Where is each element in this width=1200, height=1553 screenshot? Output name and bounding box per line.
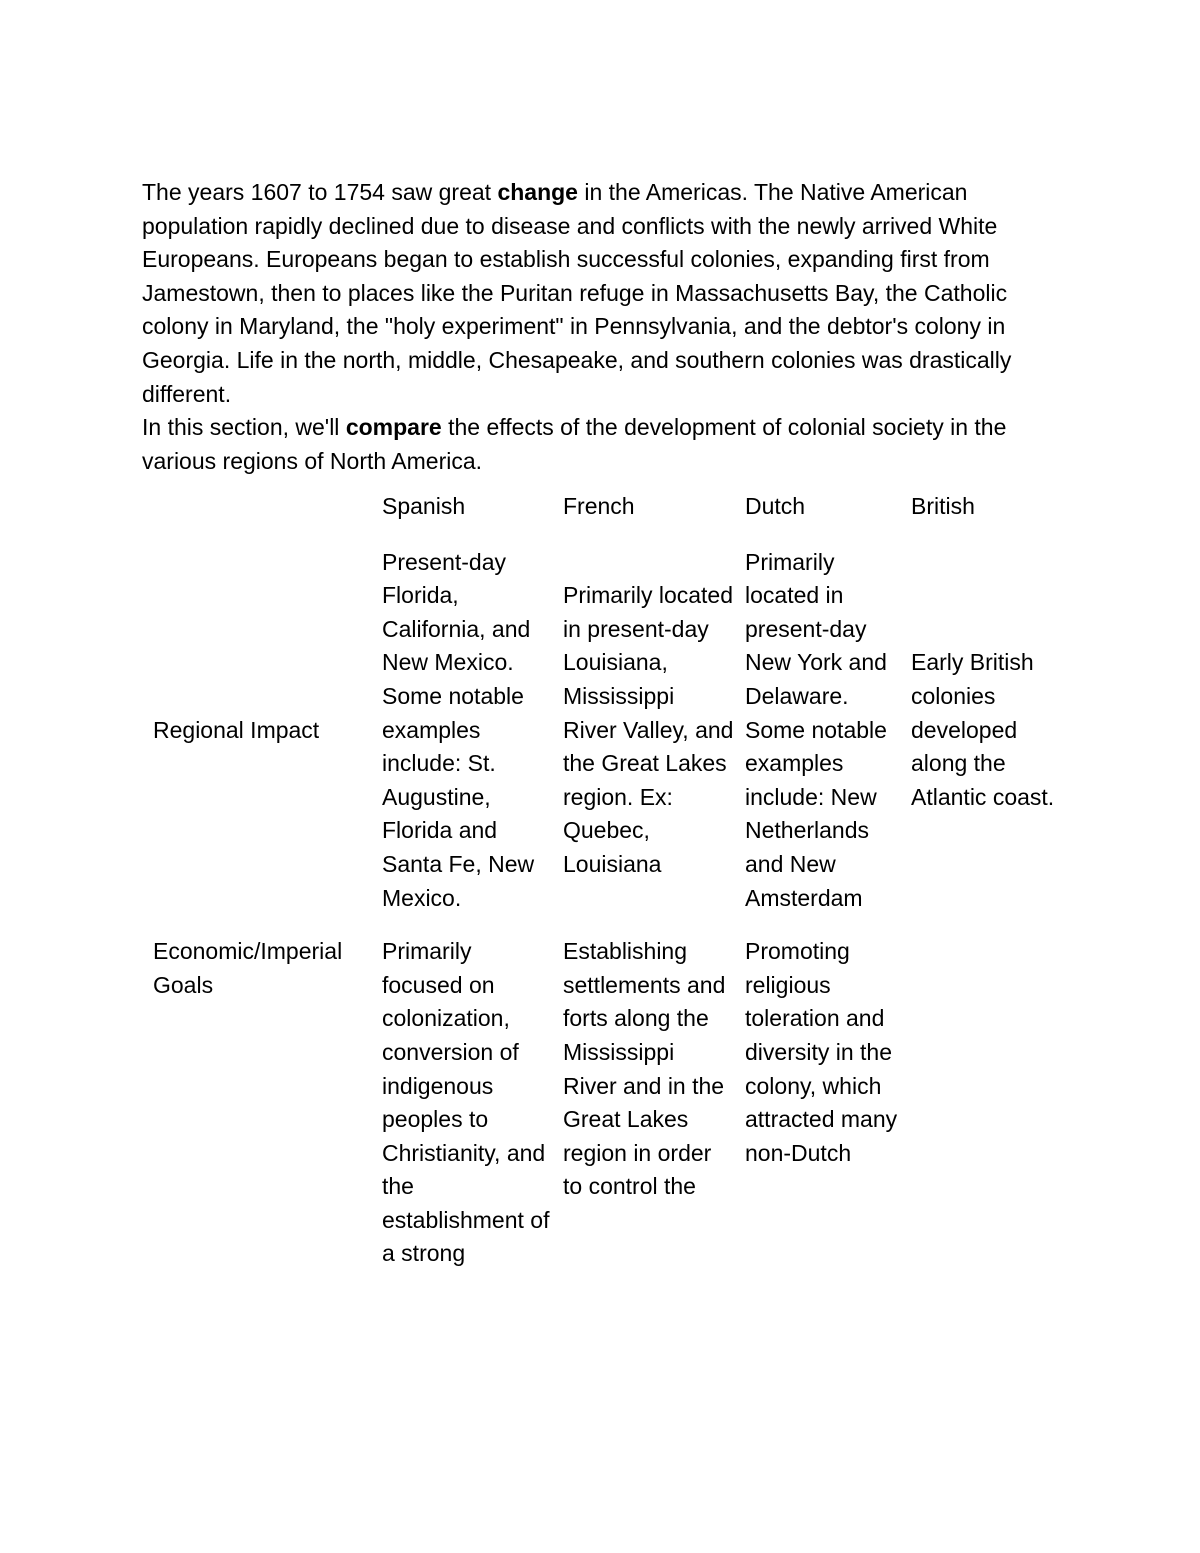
cell-regional-french: Primarily located in present-day Louisiana, Mississippi River Valley, and the Great Lakes region. Ex: Quebec, Louisiana — [563, 582, 734, 877]
table-row-economic-goals — [142, 935, 1060, 1271]
intro-p2-rest: the effects of the development of colonial society in the various regions of North America. — [142, 414, 1007, 474]
row-label-economic-goals: Economic/Imperial Goals — [153, 938, 343, 998]
intro-p2-start: In this section, we'll — [142, 414, 346, 441]
header-dutch: Dutch — [745, 493, 806, 519]
intro-paragraph-1 — [142, 176, 1072, 411]
header-empty-cell — [142, 490, 371, 546]
intro-text — [142, 176, 1072, 478]
cell-economic-spanish: Primarily focused on colonization, conversion of indigenous peoples to Christianity, and the establishment of a strong — [382, 938, 550, 1267]
header-british: British — [911, 493, 975, 519]
comparison-table — [142, 490, 1060, 1271]
intro-paragraph-2 — [142, 411, 1072, 478]
header-spanish: Spanish — [382, 493, 466, 519]
cell-regional-spanish: Present-day Florida, California, and New Mexico. Some notable examples include: St. Augustine, Florida and Santa Fe, New Mexico. — [382, 548, 535, 911]
cell-economic-dutch: Promoting religious toleration and diversity in the colony, which attracted many non-Dutch — [745, 938, 898, 1166]
intro-p1-start: The years 1607 to 1754 saw great — [142, 179, 498, 205]
intro-p1-rest: in the Americas. The Native American population rapidly declined due to disease and conflicts with the newly arrived White Europeans. Europeans began to establish successful colonies, expanding first from Jamestown, then to places like the Puritan refuge in Massachusetts Bay, the Catholic colony in Maryland, the "holy experiment" in Pennsylvania, and the debtor's colony in Georgia. Life in the north, middle, Chesapeake, and southern colonies was drastically different. — [142, 179, 1012, 407]
intro-keyword-change: change — [497, 179, 578, 205]
intro-keyword-compare: compare — [345, 414, 442, 441]
table-header-row — [142, 490, 1060, 546]
cell-economic-french: Establishing settlements and forts along the Mississippi River and in the Great Lakes region in order to control the — [563, 938, 726, 1200]
row-label-regional-impact: Regional Impact — [153, 716, 320, 743]
cell-economic-british — [900, 935, 1060, 1271]
table-row-regional-impact — [142, 546, 1060, 936]
header-french: French — [563, 493, 635, 519]
cell-regional-dutch: Primarily located in present-day New York and Delaware. Some notable examples include: New Netherlands and New Amsterdam — [745, 548, 887, 911]
cell-regional-british: Early British colonies developed along the Atlantic coast. — [911, 649, 1055, 810]
